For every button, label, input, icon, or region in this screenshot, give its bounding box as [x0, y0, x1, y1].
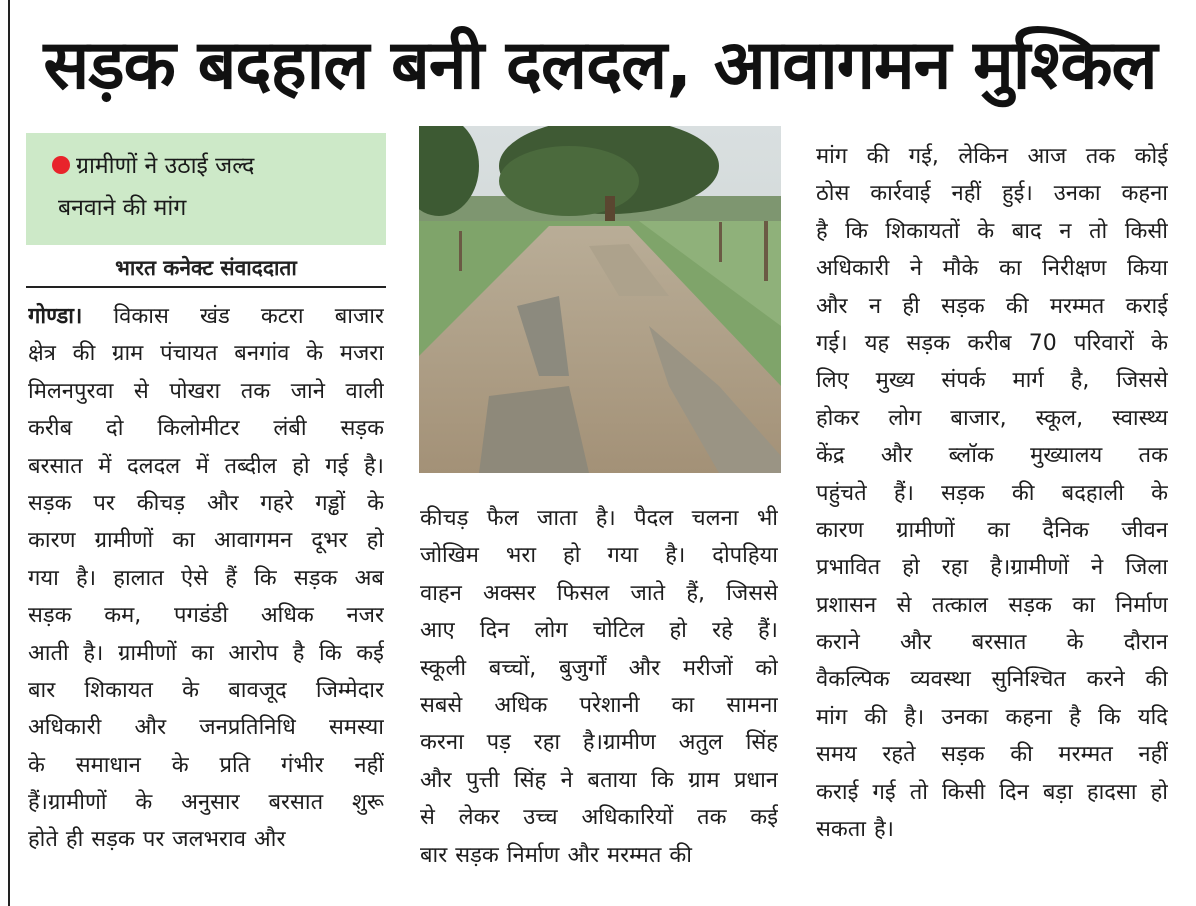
article-line [816, 475, 1168, 512]
article-text: और न ही सड़क की मरम्मत कराई [816, 293, 1168, 319]
article-line [816, 250, 1168, 287]
article-line [816, 437, 1168, 474]
article-line [816, 325, 1168, 362]
article-text: विकास खंड कटरा बाजार [82, 304, 384, 329]
article-text: मांग की है। उनका कहना है कि यदि [816, 704, 1168, 730]
article-line [28, 448, 384, 485]
article-text: बार शिकायत के बावजूद जिम्मेदार [28, 677, 384, 703]
article-text: से लेकर उच्च अधिकारियों तक कई [420, 805, 778, 831]
article-text: करीब दो किलोमीटर लंबी सड़क [28, 416, 384, 442]
article-text: क्षेत्र की ग्राम पंचायत बनगांव के मजरा [28, 341, 384, 367]
article-line [816, 587, 1168, 624]
article-text: कारण ग्रामीणों का दैनिक जीवन [816, 517, 1168, 543]
article-text: वाहन अक्सर फिसल जाते हैं, जिससे [420, 580, 778, 606]
article-line [28, 298, 384, 335]
article-text: कराई गई तो किसी दिन बड़ा हादसा हो [816, 779, 1168, 805]
page-left-rule [8, 0, 10, 906]
article-text: बार सड़क निर्माण और मरम्मत की [420, 842, 692, 868]
article-text: है कि शिकायतों के बाद न तो किसी [816, 218, 1168, 244]
byline: भारत कनेक्ट संवाददाता [115, 256, 297, 280]
article-text: बरसात में दलदल में तब्दील हो गई है। [28, 453, 384, 479]
article-text: होकर लोग बाजार, स्कूल, स्वास्थ्य [816, 405, 1168, 431]
article-line [816, 549, 1168, 586]
article-line [816, 175, 1168, 212]
article-line [420, 612, 778, 649]
article-line [816, 138, 1168, 175]
article-line [28, 747, 384, 784]
article-line [420, 575, 778, 612]
article-text: गया है। हालात ऐसे हैं कि सड़क अब [28, 565, 384, 591]
article-text: गई। यह सड़क करीब 70 परिवारों के [816, 330, 1168, 356]
article-text: केंद्र और ब्लॉक मुख्यालय तक [816, 443, 1168, 469]
article-line [420, 687, 778, 724]
article-line [816, 213, 1168, 250]
article-line [28, 522, 384, 559]
article-text: प्रशासन से तत्काल सड़क का निर्माण [816, 592, 1168, 618]
article-line [816, 288, 1168, 325]
article-line [420, 837, 778, 874]
article-line [816, 661, 1168, 698]
article-line [28, 335, 384, 372]
article-text: मिलनपुरवा से पोखरा तक जाने वाली [28, 378, 384, 404]
article-line [420, 537, 778, 574]
article-line [816, 811, 1168, 848]
news-photo-muddy-road [419, 126, 781, 473]
article-line [420, 724, 778, 761]
article-text: सकता है। [816, 817, 895, 843]
article-line [816, 400, 1168, 437]
article-line [28, 373, 384, 410]
article-text: कराने और बरसात के दौरान [816, 630, 1168, 656]
highlight-line-2: बनवाने की मांग [58, 195, 187, 221]
dateline: गोण्डा। [28, 304, 83, 329]
article-column-3 [816, 138, 1168, 848]
article-text: कारण ग्रामीणों का आवागमन दूभर हो [28, 528, 384, 554]
article-text: मांग की गई, लेकिन आज तक कोई [816, 144, 1168, 169]
article-line [28, 672, 384, 709]
article-text: समय रहते सड़क की मरम्मत नहीं [816, 742, 1168, 768]
byline-divider [26, 286, 386, 288]
article-text: जोखिम भरा हो गया है। दोपहिया [420, 543, 778, 569]
article-text: के समाधान के प्रति गंभीर नहीं [28, 752, 384, 778]
article-text: कीचड़ फैल जाता है। पैदल चलना भी [420, 506, 778, 531]
article-line [420, 650, 778, 687]
article-text: सड़क पर कीचड़ और गहरे गड्ढों के [28, 490, 384, 516]
red-bullet-icon [52, 156, 70, 174]
article-line [28, 821, 384, 858]
article-line [420, 799, 778, 836]
headline: सड़क बदहाल बनी दलदल, आवागमन मुश्किल [43, 26, 1157, 105]
article-line [816, 736, 1168, 773]
article-text: सबसे अधिक परेशानी का सामना [420, 692, 778, 718]
article-text: आती है। ग्रामीणों का आरोप है कि कई [28, 640, 384, 666]
article-text: पहुंचते हैं। सड़क की बदहाली के [816, 480, 1168, 506]
article-line [816, 699, 1168, 736]
article-line [420, 762, 778, 799]
article-line [816, 512, 1168, 549]
article-text: प्रभावित हो रहा है।ग्रामीणों ने जिला [816, 555, 1168, 581]
highlight-text-1: ग्रामीणों ने उठाई जल्द [76, 153, 255, 179]
article-line [816, 362, 1168, 399]
article-column-1 [28, 298, 384, 859]
article-line [28, 635, 384, 672]
article-line [28, 709, 384, 746]
article-text: अधिकारी और जनप्रतिनिधि समस्या [28, 715, 384, 741]
article-text: स्कूली बच्चों, बुजुर्गों और मरीजों को [420, 655, 778, 681]
article-text: आए दिन लोग चोटिल हो रहे हैं। [420, 618, 778, 644]
article-text: और पुत्ती सिंह ने बताया कि ग्राम प्रधान [420, 767, 778, 793]
article-text: ठोस कार्रवाई नहीं हुई। उनका कहना [816, 181, 1168, 207]
article-line [28, 597, 384, 634]
article-text: वैकल्पिक व्यवस्था सुनिश्चित करने की [816, 667, 1168, 693]
article-line [816, 624, 1168, 661]
article-column-2 [420, 500, 778, 874]
article-text: करना पड़ रहा है।ग्रामीण अतुल सिंह [420, 730, 778, 756]
article-line [28, 410, 384, 447]
article-line [420, 500, 778, 537]
article-text: हैं।ग्रामीणों के अनुसार बरसात शुरू [28, 790, 384, 816]
highlight-line-1 [42, 145, 372, 187]
article-line [28, 560, 384, 597]
article-text: लिए मुख्य संपर्क मार्ग है, जिससे [816, 368, 1168, 394]
article-line [28, 485, 384, 522]
article-text: अधिकारी ने मौके का निरीक्षण किया [816, 256, 1168, 282]
article-line [816, 774, 1168, 811]
article-line [28, 784, 384, 821]
highlight-box [26, 133, 386, 245]
article-text: सड़क कम, पगडंडी अधिक नजर [28, 603, 384, 629]
article-text: होते ही सड़क पर जलभराव और [28, 827, 286, 853]
